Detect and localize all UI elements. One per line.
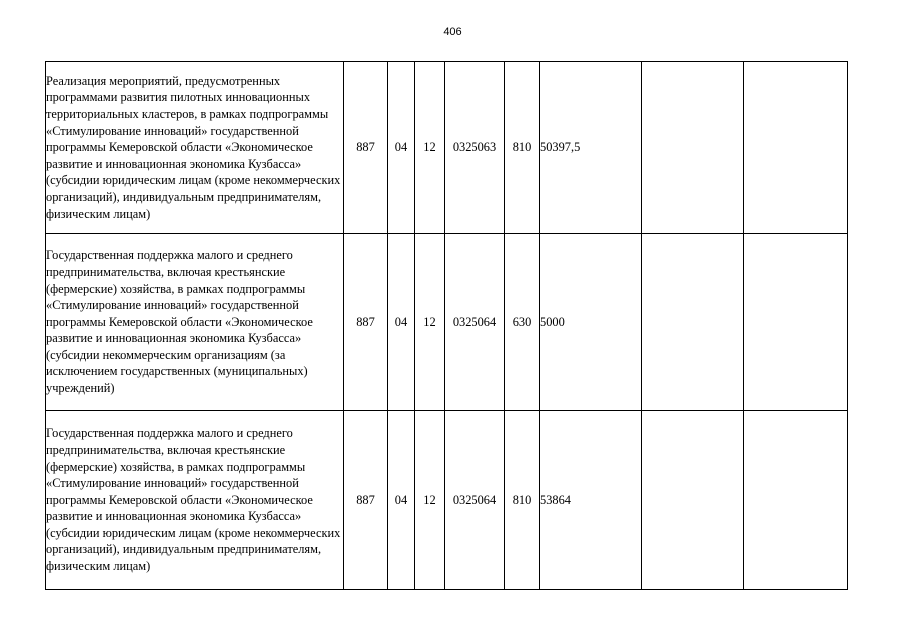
section-code: 04 bbox=[388, 234, 415, 411]
section-code: 04 bbox=[388, 411, 415, 590]
ministry-code: 887 bbox=[344, 234, 388, 411]
empty-cell bbox=[744, 62, 848, 234]
ministry-code: 887 bbox=[344, 62, 388, 234]
empty-cell bbox=[744, 234, 848, 411]
amount-cell: 50397,5 bbox=[540, 62, 642, 234]
expense-type-code: 810 bbox=[505, 411, 540, 590]
subsection-code: 12 bbox=[415, 234, 445, 411]
row-description: Реализация мероприятий, предусмотренных программами развития пилотных инновационных территориальных кластеров, в рамках подпрограммы «Стимулирование инноваций» государственной программы Кемеровской области «Экономическое развитие и инновационная экономика Кузбасса» (субсидии юридическим лицам (кроме некоммерческих организаций), индивидуальным предпринимателям, физическим лицам) bbox=[46, 62, 344, 234]
empty-cell bbox=[744, 411, 848, 590]
row-description: Государственная поддержка малого и среднего предпринимательства, включая крестьянские (фермерские) хозяйства, в рамках подпрограммы «Стимулирование инноваций» государственной программы Кемеровской области «Экономическое развитие и инновационная экономика Кузбасса» (субсидии юридическим лицам (кроме некоммерческих организаций), индивидуальным предпринимателям, физическим лицам) bbox=[46, 411, 344, 590]
empty-cell bbox=[642, 411, 744, 590]
subsection-code: 12 bbox=[415, 411, 445, 590]
row-description: Государственная поддержка малого и среднего предпринимательства, включая крестьянские (фермерские) хозяйства, в рамках подпрограммы «Стимулирование инноваций» государственной программы Кемеровской области «Экономическое развитие и инновационная экономика Кузбасса» (субсидии некоммерческим организациям (за исключением государственных (муниципальных) учреждений) bbox=[46, 234, 344, 411]
amount-cell: 5000 bbox=[540, 234, 642, 411]
empty-cell bbox=[642, 62, 744, 234]
table-row bbox=[46, 234, 848, 411]
amount-cell: 53864 bbox=[540, 411, 642, 590]
page-number: 406 bbox=[443, 26, 462, 38]
target-article-code: 0325063 bbox=[445, 62, 505, 234]
target-article-code: 0325064 bbox=[445, 411, 505, 590]
table-row bbox=[46, 62, 848, 234]
subsection-code: 12 bbox=[415, 62, 445, 234]
budget-table bbox=[45, 61, 848, 590]
expense-type-code: 630 bbox=[505, 234, 540, 411]
ministry-code: 887 bbox=[344, 411, 388, 590]
empty-cell bbox=[642, 234, 744, 411]
table-row bbox=[46, 411, 848, 590]
target-article-code: 0325064 bbox=[445, 234, 505, 411]
expense-type-code: 810 bbox=[505, 62, 540, 234]
section-code: 04 bbox=[388, 62, 415, 234]
